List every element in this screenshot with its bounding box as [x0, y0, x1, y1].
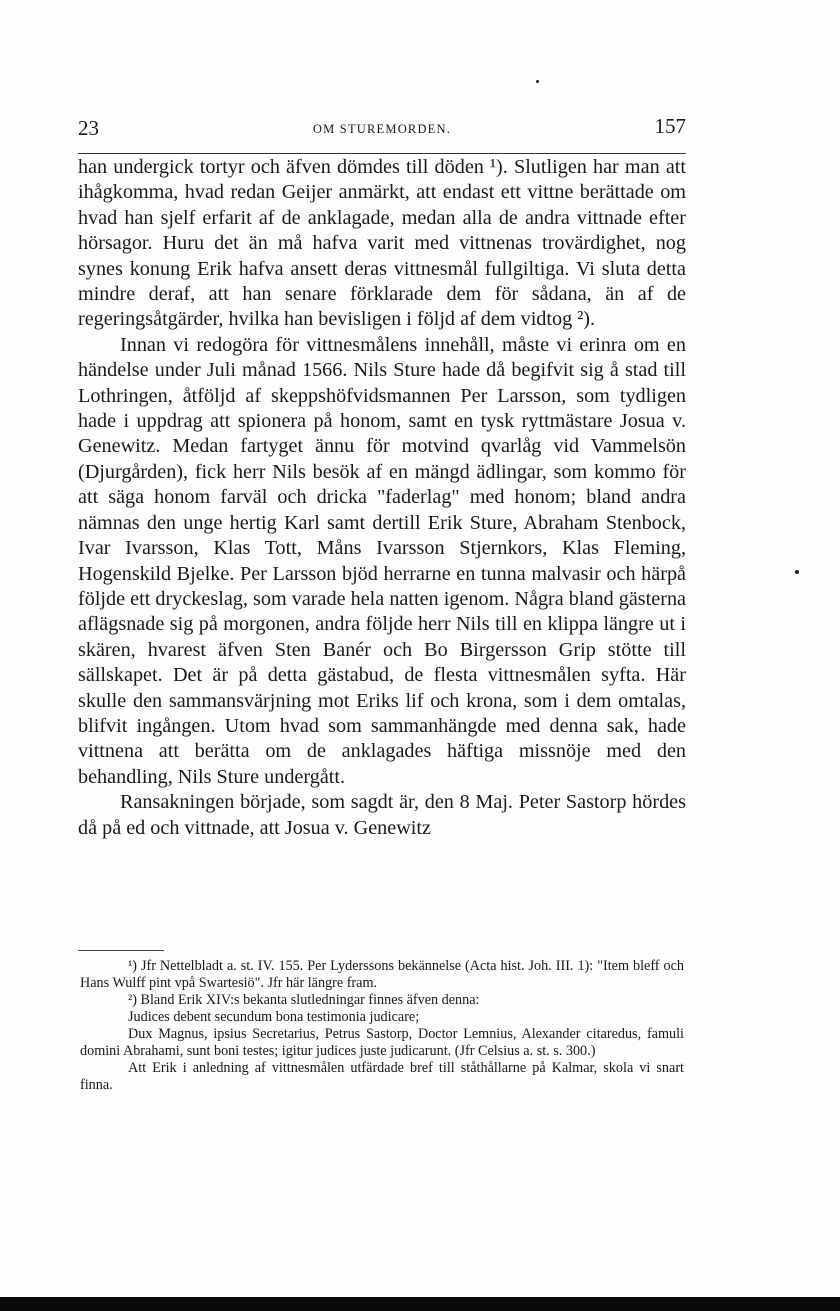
scan-border [0, 1297, 840, 1311]
footnote-line: Judices debent secundum bona testimonia judicare; [128, 1009, 420, 1025]
body-text [78, 155, 686, 841]
running-title: OM STUREMORDEN. [312, 122, 452, 136]
page-header [78, 114, 686, 144]
scan-speck [795, 570, 799, 574]
footnotes [80, 958, 684, 1094]
page-number-left: 23 [78, 116, 99, 140]
footnote: ¹) Jfr Nettelbladt a. st. IV. 155. Per Lyderssons bekännelse (Acta hist. Joh. III. 1): "Item bleff och Hans Wulff pint vpå Swartesiö". Jfr här längre fram. [80, 958, 684, 991]
footnote-line: Dux Magnus, ipsius Secretarius, Petrus Sastorp, Doctor Lemnius, Alexander citaredus, famuli domini Abrahami, sunt boni testes; igitur judices juste judicarunt. (Jfr Celsius a. st. s. 300.) [80, 1026, 684, 1059]
header-rule [78, 153, 686, 154]
paragraph: Innan vi redogöra för vittnesmålens innehåll, måste vi erinra om en händelse under Juli månad 1566. Nils Sture hade då begifvit sig å stad till Lothringen, åtföljd af skeppshöfvidsmannen Per Larsson, som tydligen hade i uppdrag att spionera på honom, samt en tysk ryttmästare Josua v. Genewitz. Medan fartyget ännu för motvind qvarlåg vid Vammelsön (Djurgården), fick herr Nils besök af en mängd ädlingar, som kommo för att säga honom farväl och dricka "faderlag" med honom; bland andra nämnas den unge hertig Karl samt dertill Erik Sture, Abraham Stenbock, Ivar Ivarsson, Klas Tott, Måns Ivarsson Stjernkors, Klas Fleming, Hogenskild Bjelke. Per Larsson bjöd herrarne en tunna malvasir och härpå följde ett dryckeslag, som varade hela natten igenom. Några bland gästerna aflägsnade sig på morgonen, andra följde herr Nils till en klippa längre ut i skären, hvarest äfven Sten Banér och Bo Birgersson Grip stötte till sällskapet. Det är på detta gästabud, de flesta vittnesmålen syfta. Här skulle den sammansvärjning mot Eriks lif och krona, som i dem omtalas, blifvit ingången. Utom hvad som sammanhängde med denna sak, hade vittnena att berätta om de anklagades häftiga missnöje med den behandling, Nils Sture undergått. [78, 333, 686, 788]
paragraph: Ransakningen började, som sagdt är, den 8 Maj. Peter Sastorp hördes då på ed och vittnade, att Josua v. Genewitz [78, 791, 686, 839]
footnote-line: Att Erik i anledning af vittnesmålen utfärdade bref till ståthållarne på Kalmar, skola vi snart finna. [80, 1060, 684, 1093]
scan-speck [536, 80, 539, 83]
footnote-rule [78, 950, 164, 951]
page-number-right: 157 [654, 114, 686, 138]
paragraph: han undergick tortyr och äfven dömdes till döden ¹). Slutligen har man att ihågkomma, hvad redan Geijer anmärkt, att endast ett vittne berättade om hvad han sjelf erfarit af de anklagade, medan alla de andra vittnade efter hörsagor. Huru det än må hafva varit med vittnenas trovärdighet, nog synes konung Erik hafva ansett deras vittnesmål fullgiltiga. Vi sluta detta mindre deraf, att han senare förklarade dem för sådana, än af de regeringsåtgärder, hvilka han bevisligen i följd af dem vidtog ²). [78, 156, 686, 331]
footnote: ²) Bland Erik XIV:s bekanta slutledningar finnes äfven denna: [128, 992, 480, 1008]
